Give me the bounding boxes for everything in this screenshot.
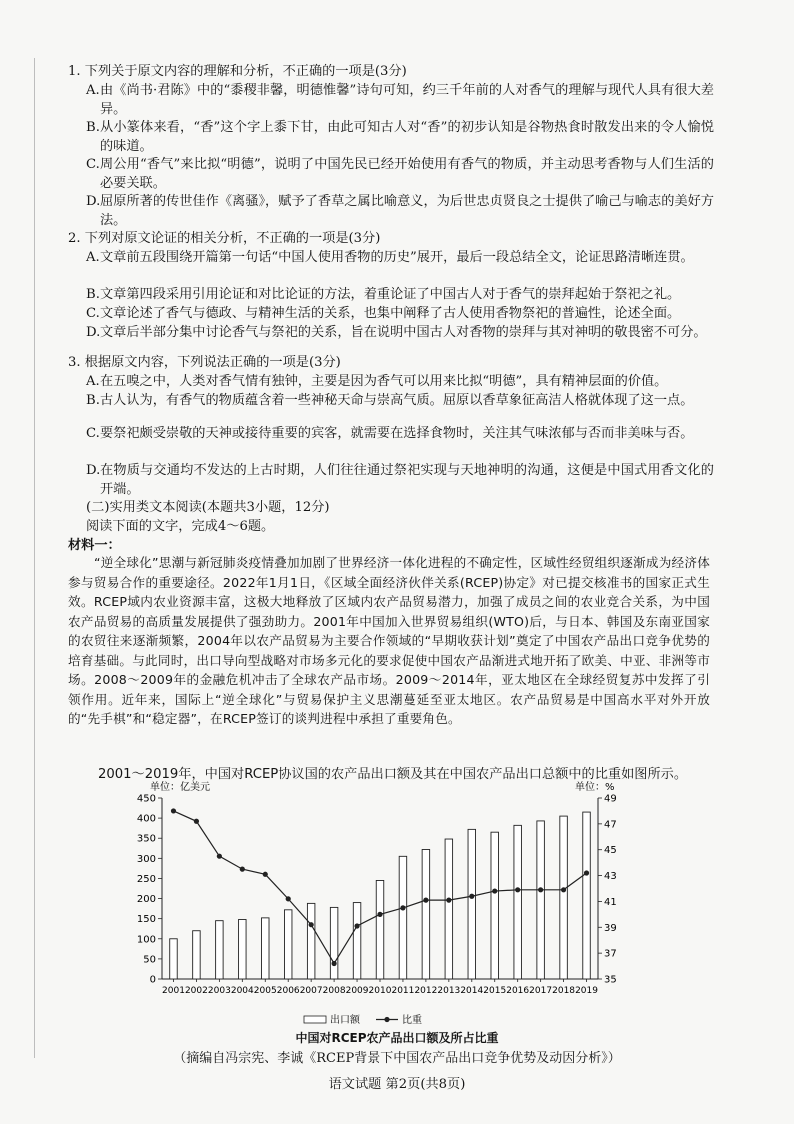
option-text: 从小篆体来看，“香”这个字上黍下甘，由此可知古人对“香”的初步认知是谷物热食时散发出来的令人愉悦的味道。 bbox=[100, 120, 714, 154]
share-point bbox=[377, 912, 382, 917]
x-tick-label: 2003 bbox=[207, 986, 231, 996]
x-tick-label: 2010 bbox=[368, 986, 392, 996]
export-bar bbox=[307, 903, 315, 979]
question-3-option-a bbox=[86, 372, 714, 391]
left-tick-label: 400 bbox=[136, 813, 156, 825]
right-tick-label: 49 bbox=[604, 793, 617, 805]
export-bar bbox=[216, 921, 224, 979]
share-point bbox=[400, 905, 405, 910]
x-tick-label: 2002 bbox=[184, 986, 208, 996]
share-point bbox=[263, 872, 268, 877]
option-text: 在物质与交通均不发达的上古时期，人们往往通过祭祀实现与天地神明的沟通，这便是中国式用香文化的开端。 bbox=[100, 463, 714, 497]
question-1-option-d bbox=[86, 192, 714, 230]
left-tick-label: 0 bbox=[149, 974, 156, 986]
option-text: 文章论述了香气与德政、与精神生活的关系，也集中阐释了古人使用香物祭祀的普遍性，论述全面。 bbox=[100, 306, 681, 321]
left-tick-label: 200 bbox=[136, 894, 156, 906]
share-point bbox=[515, 887, 520, 892]
export-bar bbox=[445, 839, 453, 979]
option-text: 文章后半部分集中讨论香气与祭祀的关系，旨在说明中国古人对香物的崇拜与其对神明的敬畏密不可分。 bbox=[100, 325, 707, 340]
left-tick-label: 350 bbox=[136, 833, 156, 845]
export-chart bbox=[120, 778, 620, 1028]
x-tick-label: 2016 bbox=[506, 986, 530, 996]
x-tick-label: 2019 bbox=[575, 986, 598, 996]
share-point bbox=[240, 867, 245, 872]
share-point bbox=[286, 896, 291, 901]
option-text: 周公用“香气”来比拟“明德”，说明了中国先民已经开始使用有香气的物质，并主动思考香物与人们生活的必要关联。 bbox=[100, 157, 714, 191]
x-tick-label: 2011 bbox=[391, 986, 415, 996]
option-text: 要祭祀颇受崇敬的天神或接待重要的宾客，就需要在选择食物时，关注其气味浓郁与否而非美味与否。 bbox=[100, 426, 694, 441]
question-1-option-b bbox=[86, 118, 714, 156]
option-key: B. bbox=[86, 287, 100, 302]
left-tick-label: 50 bbox=[143, 954, 156, 966]
export-bar bbox=[537, 821, 545, 979]
option-text: 在五嗅之中，人类对香气情有独钟，主要是因为香气可以用来比拟“明德”，具有精神层面的价值。 bbox=[100, 374, 668, 389]
x-tick-label: 2005 bbox=[253, 986, 277, 996]
option-key: C. bbox=[86, 426, 100, 441]
x-tick-label: 2017 bbox=[529, 986, 553, 996]
export-bar bbox=[193, 931, 201, 979]
export-bar bbox=[353, 903, 361, 979]
source-citation: （摘编自冯宗宪、李诚《RCEP背景下中国农产品出口竞争优势及动因分析》） bbox=[173, 1051, 621, 1066]
question-2-option-c bbox=[86, 304, 714, 323]
right-axis-unit: 单位：% bbox=[575, 782, 615, 793]
export-bar bbox=[376, 880, 384, 979]
page-footer: 语文试题 第2页(共8页) bbox=[328, 1077, 466, 1092]
legend-bar-swatch bbox=[304, 1016, 326, 1023]
question-2-option-a bbox=[86, 248, 714, 267]
x-tick-label: 2018 bbox=[552, 986, 576, 996]
option-key: B. bbox=[86, 393, 100, 408]
export-bar bbox=[330, 907, 338, 979]
question-1-option-c bbox=[86, 155, 714, 193]
x-tick-label: 2015 bbox=[483, 986, 507, 996]
chart-caption: 中国对RCEP农产品出口额及所占比重 bbox=[295, 1031, 499, 1045]
binding-margin-line bbox=[34, 58, 35, 1058]
export-bar bbox=[583, 812, 591, 979]
legend-bar-label: 出口额 bbox=[330, 1015, 360, 1026]
export-bar bbox=[468, 829, 476, 979]
right-tick-label: 43 bbox=[604, 871, 617, 883]
x-tick-label: 2008 bbox=[322, 986, 346, 996]
share-point bbox=[423, 898, 428, 903]
export-bar bbox=[491, 832, 499, 979]
export-bar bbox=[422, 849, 430, 979]
option-text: 由《尚书·君陈》中的“黍稷非馨，明德惟馨”诗句可知，约三千年前的人对香气的理解与现代人具有很大差异。 bbox=[100, 83, 714, 117]
export-bar bbox=[560, 816, 568, 979]
option-text: 屈原所著的传世佳作《离骚》，赋予了香草之属比喻意义，为后世忠贞贤良之士提供了喻己与喻志的美好方法。 bbox=[100, 194, 714, 228]
left-tick-label: 150 bbox=[136, 914, 156, 926]
share-point bbox=[194, 819, 199, 824]
question-2-stem: 2. 下列对原文论证的相关分析，不正确的一项是(3分) bbox=[68, 231, 381, 246]
x-tick-label: 2009 bbox=[345, 986, 369, 996]
x-tick-label: 2007 bbox=[299, 986, 323, 996]
right-tick-label: 39 bbox=[604, 922, 617, 934]
legend-line-marker bbox=[384, 1017, 389, 1022]
question-3-stem: 3. 根据原文内容，下列说法正确的一项是(3分) bbox=[68, 355, 341, 370]
share-point bbox=[469, 894, 474, 899]
share-point bbox=[538, 887, 543, 892]
bar-series bbox=[170, 812, 591, 979]
question-3-option-d bbox=[86, 461, 714, 499]
option-key: D. bbox=[86, 194, 101, 209]
left-tick-label: 300 bbox=[136, 853, 156, 865]
left-tick-label: 250 bbox=[136, 873, 156, 885]
share-point bbox=[561, 887, 566, 892]
x-tick-label: 2001 bbox=[162, 986, 185, 996]
option-key: D. bbox=[86, 463, 101, 478]
option-text: 古人认为，有香气的物质蕴含着一些神秘天命与崇高气质。屈原以香草象征高洁人格就体现了这一点。 bbox=[100, 393, 694, 408]
material-paragraph bbox=[68, 553, 710, 729]
share-point bbox=[446, 898, 451, 903]
question-3-option-b bbox=[86, 391, 714, 410]
material-paragraph-text: “逆全球化”思潮与新冠肺炎疫情叠加加剧了世界经济一体化进程的不确定性，区域性经贸组织逐渐成为经济体参与贸易合作的重要途径。2022年1月1日，《区域全面经济伙伴关系(RCEP)协定》对已提交核准书的国家正式生效。RCEP域内农业资源丰富，这极大地释放了区域内农产品贸易潜力，加强了成员之间的农业竞合关系，为中国农产品贸易的高质量发展提供了强劲助力。2001年中国加入世界贸易组织(WTO)后，与日本、韩国及东南亚国家的农贸往来逐渐频繁，2004年以农产品贸易为主要合作领域的“早期收获计划”奠定了中国农产品出口竞争优势的培育基础。与此同时，出口导向型战略对市场多元化的要求促使中国农产品渐进式地开拓了欧美、中亚、非洲等市场。2008～2009年的金融危机冲击了全球农产品市场。2009～2014年，亚太地区在全球经贸复苏中发挥了引领作用。近年来，国际上“逆全球化”与贸易保护主义思潮蔓延至亚太地区。农产品贸易是中国高水平对外开放的“先手棋”和“稳定器”，在RCEP签订的谈判进程中承担了重要角色。 bbox=[68, 555, 710, 726]
section-instruction: 阅读下面的文字，完成4～6题。 bbox=[86, 519, 275, 534]
chart-intro: 2001～2019年，中国对RCEP协议国的农产品出口额及其在中国农产品出口总额中的比重如图所示。 bbox=[98, 767, 688, 782]
option-key: B. bbox=[86, 120, 100, 135]
export-bar bbox=[239, 919, 247, 979]
right-tick-label: 47 bbox=[604, 819, 617, 831]
right-tick-label: 41 bbox=[604, 896, 617, 908]
x-axis-ticks bbox=[162, 979, 598, 996]
right-tick-label: 45 bbox=[604, 845, 617, 857]
legend-line-label: 比重 bbox=[402, 1015, 422, 1026]
right-tick-label: 37 bbox=[604, 948, 617, 960]
left-tick-label: 100 bbox=[136, 934, 156, 946]
option-key: A. bbox=[86, 374, 100, 389]
left-axis-unit: 单位：亿美元 bbox=[150, 782, 210, 793]
question-3-option-c bbox=[86, 424, 714, 443]
x-tick-label: 2013 bbox=[437, 986, 461, 996]
export-bar bbox=[284, 910, 292, 979]
option-key: D. bbox=[86, 325, 101, 340]
right-tick-label: 35 bbox=[604, 974, 617, 986]
x-tick-label: 2004 bbox=[230, 986, 254, 996]
option-text: 文章前五段围绕开篇第一句话“中国人使用香物的历史”展开，最后一段总结全文，论证思路清晰连贯。 bbox=[100, 250, 694, 265]
export-bar bbox=[262, 918, 270, 979]
left-tick-label: 450 bbox=[136, 793, 156, 805]
option-key: C. bbox=[86, 306, 100, 321]
question-2-option-d bbox=[86, 323, 714, 342]
chart-legend bbox=[304, 1013, 422, 1026]
option-key: A. bbox=[86, 250, 100, 265]
option-key: A. bbox=[86, 83, 100, 98]
section-heading: (二)实用类文本阅读(本题共3小题，12分) bbox=[86, 500, 330, 515]
question-1-option-a bbox=[86, 81, 714, 119]
share-point bbox=[217, 854, 222, 859]
question-2-option-b bbox=[86, 285, 714, 304]
share-point bbox=[354, 923, 359, 928]
option-text: 文章第四段采用引用论证和对比论证的方法，着重论证了中国古人对于香气的崇拜起始于祭祀之礼。 bbox=[100, 287, 681, 302]
share-point bbox=[309, 922, 314, 927]
share-point bbox=[492, 888, 497, 893]
material-title: 材料一： bbox=[68, 538, 121, 553]
x-tick-label: 2012 bbox=[414, 986, 438, 996]
question-1-stem: 1. 下列关于原文内容的理解和分析，不正确的一项是(3分) bbox=[68, 64, 407, 79]
export-bar bbox=[514, 825, 522, 979]
option-key: C. bbox=[86, 157, 100, 172]
export-bar bbox=[399, 856, 407, 979]
x-tick-label: 2006 bbox=[276, 986, 300, 996]
share-point bbox=[171, 808, 176, 813]
x-tick-label: 2014 bbox=[460, 986, 484, 996]
share-point bbox=[332, 961, 337, 966]
share-point bbox=[584, 870, 589, 875]
export-bar bbox=[170, 939, 178, 979]
